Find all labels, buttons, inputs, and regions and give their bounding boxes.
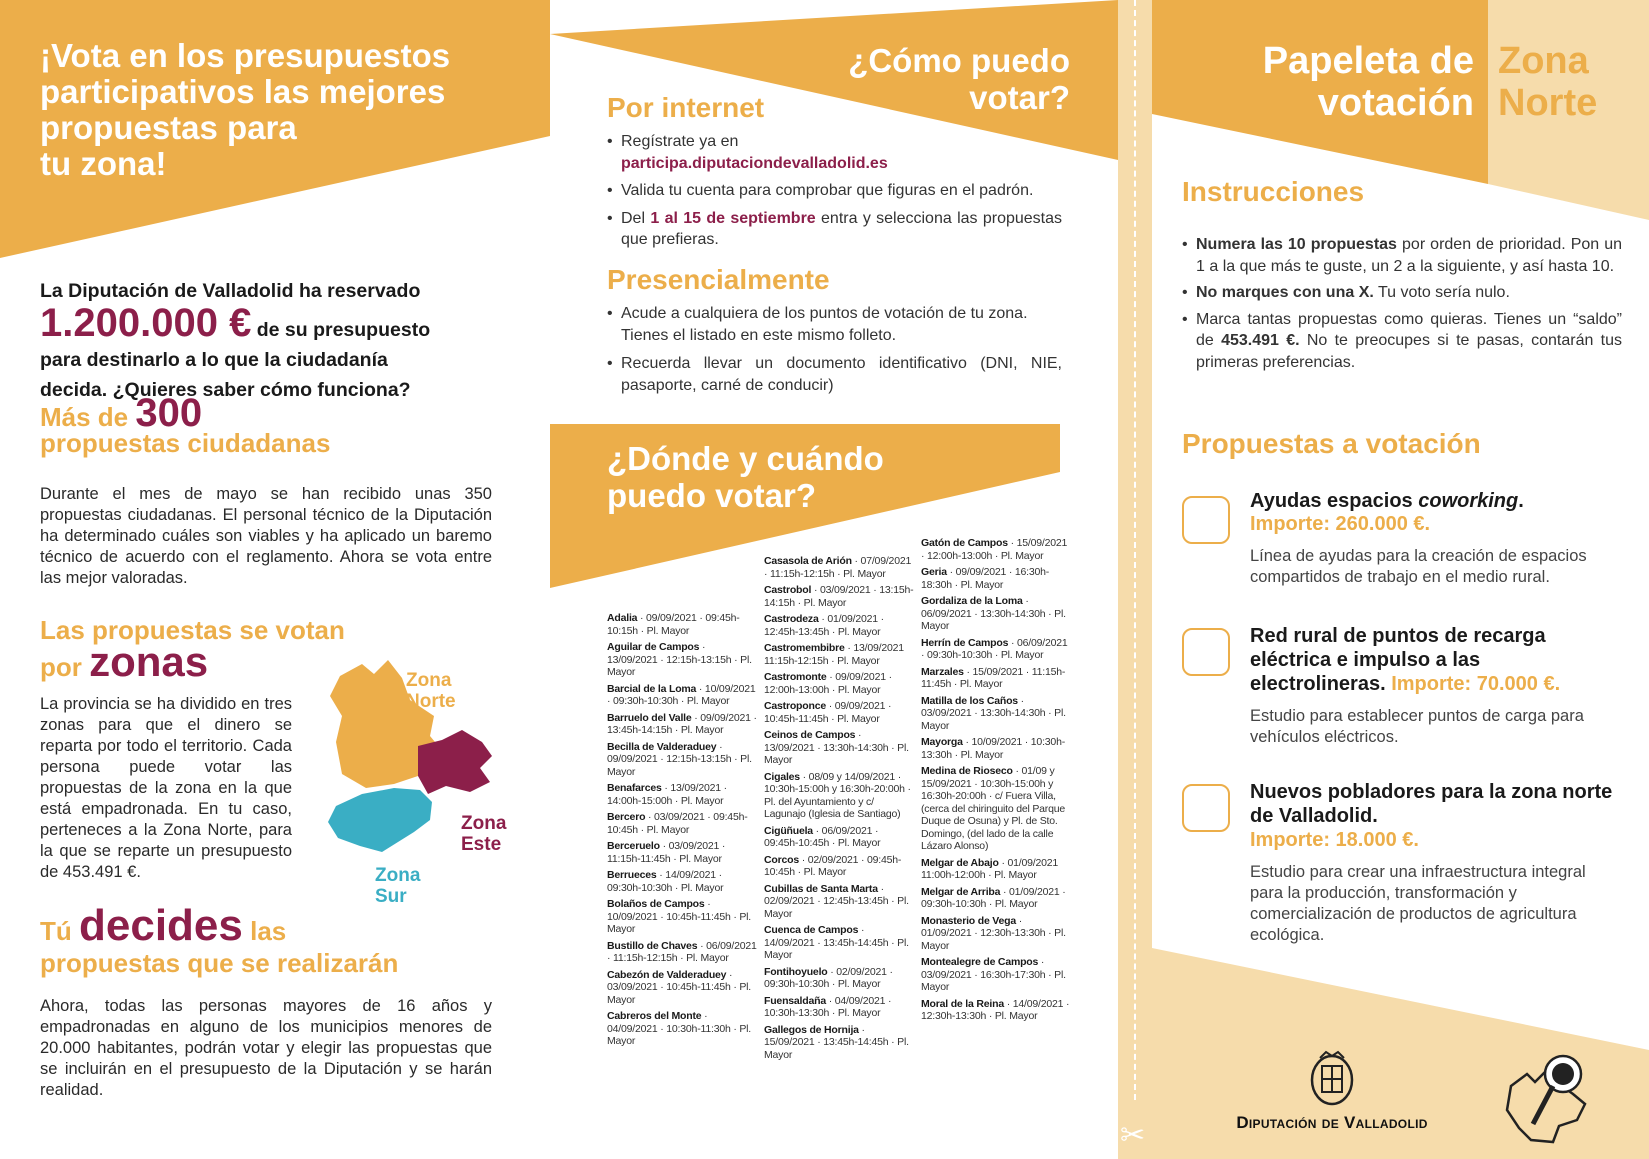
town-name: Cabreros del Monte bbox=[607, 1010, 702, 1022]
town-details: · 13/09/2021 · 12:15h-13:15h · Pl. Mayor bbox=[607, 641, 752, 678]
polling-place bbox=[764, 613, 914, 638]
polling-place bbox=[921, 857, 1071, 882]
town-details: · 01/09 y 15/09/2021 · 10:30h-15:00h y 16:30h-20:00h · c/ Fuera Villa, (cerca del chiringuito del Parque Duque de Osuna) y Pl. de Sto. Domingo, (del lado de la calle Lázaro Alonso) bbox=[921, 765, 1065, 852]
town-name: Cigales bbox=[764, 770, 800, 783]
proposals-title: Propuestas a votación bbox=[1182, 428, 1481, 459]
more-number: 300 bbox=[135, 391, 203, 435]
town-details: · 06/09/2021 · 09:45h-10:45h · Pl. Mayor bbox=[764, 824, 881, 849]
town-details: · 13/09/2021 · 13:30h-14:30h · Pl. Mayor bbox=[764, 729, 909, 766]
polling-place bbox=[764, 995, 914, 1020]
town-name: Berceruelo bbox=[607, 840, 660, 852]
town-name: Melgar de Abajo bbox=[921, 856, 999, 869]
towns-column-3 bbox=[921, 537, 1071, 1027]
presencial-bullet-1: • Acude a cualquiera de los puntos de votación de tu zona. Tienes el listado en este mismo folleto. bbox=[607, 303, 1062, 346]
town-name: Castrobol bbox=[764, 584, 812, 596]
town-details: · 13/09/2021 11:15h-12:15h · Pl. Mayor bbox=[764, 642, 904, 667]
towns-column-1 bbox=[607, 612, 757, 1052]
town-name: Castrodeza bbox=[764, 613, 819, 625]
town-name: Mayorga bbox=[921, 736, 963, 748]
town-details: · 03/09/2021 · 16:30h-17:30h · Pl. Mayor bbox=[921, 956, 1066, 993]
town-details: · 10/09/2021 · 10:30h-13:30h · Pl. Mayor bbox=[921, 736, 1066, 761]
polling-place bbox=[607, 641, 757, 679]
polling-place bbox=[607, 782, 757, 807]
internet-bullet-2: • Valida tu cuenta para comprobar que figuras en el padrón. bbox=[607, 180, 1062, 202]
town-details: · 01/09/2021 · 12:30h-13:30h · Pl. Mayor bbox=[921, 914, 1066, 952]
town-name: Castromonte bbox=[764, 671, 827, 683]
polling-place bbox=[764, 825, 914, 850]
town-name: Fontihoyuelo bbox=[764, 965, 828, 978]
polling-place bbox=[607, 969, 757, 1007]
polling-place bbox=[607, 612, 757, 637]
town-details: · 01/09/2021 · 12:45h-13:45h · Pl. Mayor bbox=[764, 613, 884, 638]
town-details: · 06/09/2021 · 13:30h-14:30h · Pl. Mayor bbox=[921, 595, 1066, 632]
presencial-title: Presencialmente bbox=[607, 264, 830, 295]
polling-place bbox=[607, 940, 757, 965]
town-details: · 14/09/2021 · 09:30h-10:30h · Pl. Mayor bbox=[607, 869, 724, 894]
proposal-1-rank-box[interactable] bbox=[1182, 496, 1230, 544]
polling-place bbox=[921, 765, 1071, 853]
polling-place bbox=[764, 584, 914, 609]
proposal-2-rank-box[interactable] bbox=[1182, 628, 1230, 676]
proposal-3: Nuevos pobladores para la zona norte de Valladolid. Importe: 18.000 €. Estudio para crear una infraestructura integral para la producción, transformación y comercialización de productos de agricultura ecológica. bbox=[1250, 781, 1613, 944]
town-name: Barruelo del Valle bbox=[607, 711, 692, 724]
town-name: Aguilar de Campos bbox=[607, 641, 700, 653]
town-details: · 06/09/2021 · 11:15h-12:15h · Pl. Mayor bbox=[607, 939, 757, 964]
zones-title: Las propuestas se votan por zonas bbox=[40, 615, 345, 685]
polling-place bbox=[921, 695, 1071, 733]
town-details: · 02/09/2021 · 09:30h-10:30h · Pl. Mayor bbox=[764, 965, 893, 990]
instructions-title: Instrucciones bbox=[1182, 176, 1365, 207]
instruction-2: • No marques con una X. Tu voto sería nulo. bbox=[1182, 282, 1622, 304]
vote-province-icon bbox=[1497, 1046, 1597, 1146]
polling-place bbox=[607, 811, 757, 836]
town-name: Melgar de Arriba bbox=[921, 885, 1001, 898]
town-name: Gatón de Campos bbox=[921, 537, 1008, 549]
polling-place bbox=[607, 840, 757, 865]
zone-sur-shape bbox=[328, 788, 432, 852]
presencial-list bbox=[607, 303, 1062, 396]
decide-text: Ahora, todas las personas mayores de 16 años y empadronadas en alguno de los municipios menores de 20.000 habitantes, podrán votar y elegir las propuestas que se incluirán en el presupuesto de la Diputación y se harán realidad. bbox=[40, 997, 492, 1099]
map-label-este: Zona Este bbox=[461, 813, 507, 855]
polling-place bbox=[764, 771, 914, 821]
scissors-icon: ✂ bbox=[1120, 1119, 1146, 1152]
town-name: Bustillo de Chaves bbox=[607, 939, 698, 952]
town-name: Matilla de los Caños bbox=[921, 694, 1018, 707]
polling-place bbox=[921, 956, 1071, 994]
polling-place bbox=[921, 537, 1071, 562]
logo-text: Diputación de Valladolid bbox=[1236, 1113, 1428, 1132]
polling-place bbox=[764, 729, 914, 767]
panel-intro bbox=[0, 0, 550, 1159]
polling-place bbox=[764, 671, 914, 696]
town-details: · 13/09/2021 · 14:00h-15:00h · Pl. Mayor bbox=[607, 782, 727, 807]
polling-place bbox=[921, 915, 1071, 953]
ballot-title: Papeleta de votación bbox=[1262, 40, 1474, 124]
town-name: Montealegre de Campos bbox=[921, 956, 1039, 968]
town-name: Monasterio de Vega bbox=[921, 914, 1017, 927]
town-details: · 04/09/2021 · 10:30h-11:30h · Pl. Mayor bbox=[607, 1010, 752, 1047]
town-name: Fuensaldaña bbox=[764, 994, 826, 1007]
participa-link[interactable]: participa.diputaciondevalladolid.es bbox=[621, 154, 888, 172]
town-details: · 15/09/2021 · 11:15h-11:45h · Pl. Mayor bbox=[921, 665, 1066, 690]
polling-place bbox=[607, 712, 757, 737]
polling-place bbox=[921, 998, 1071, 1023]
map-label-norte: Zona Norte bbox=[406, 670, 456, 712]
town-name: Corcos bbox=[764, 853, 799, 866]
polling-place bbox=[607, 898, 757, 936]
town-name: Bolaños de Campos bbox=[607, 898, 705, 910]
how-title: ¿Cómo puedo votar? bbox=[848, 42, 1070, 116]
polling-place bbox=[764, 555, 914, 580]
proposal-2: Red rural de puntos de recarga eléctrica e impulso a las electrolineras. Importe: 70.000 €. Estudio para establecer puntos de carga para vehículos eléctricos. bbox=[1250, 625, 1584, 746]
town-details: · 09/09/2021 · 13:45h-14:15h · Pl. Mayor bbox=[607, 711, 757, 736]
town-name: Cigüñuela bbox=[764, 824, 813, 837]
polling-place bbox=[607, 1010, 757, 1048]
polling-place bbox=[764, 642, 914, 667]
town-details: · 03/09/2021 · 13:15h-14:15h · Pl. Mayor bbox=[764, 584, 914, 609]
town-details: · 15/09/2021 · 12:00h-13:00h · Pl. Mayor bbox=[921, 537, 1068, 562]
internet-title: Por internet bbox=[607, 92, 765, 123]
more-text: Durante el mes de mayo se han recibido unas 350 propuestas ciudadanas. El personal técnico de la Diputación ha determinado cuáles son viables y ha aplicado un baremo técnico de acuerdo con el reglamento. Ahora se vota entre las mejor valoradas. bbox=[40, 485, 492, 587]
town-details: · 09/09/2021 · 10:45h-11:45h · Pl. Mayor bbox=[764, 700, 892, 725]
panel-ballot bbox=[1152, 0, 1649, 1159]
town-details: · 14/09/2021 · 13:45h-14:45h · Pl. Mayor bbox=[764, 924, 909, 961]
town-details: · 03/09/2021 · 13:30h-14:30h · Pl. Mayor bbox=[921, 694, 1066, 732]
internet-list bbox=[607, 131, 1062, 251]
coat-of-arms-icon bbox=[1304, 1050, 1360, 1108]
map-label-sur: Zona Sur bbox=[375, 865, 421, 907]
proposal-1: Ayudas espacios coworking. Importe: 260.000 €. Línea de ayudas para la creación de espacios compartidos de trabajo en el medio rural. bbox=[1250, 490, 1587, 586]
town-name: Marzales bbox=[921, 665, 964, 678]
town-name: Castromembibre bbox=[764, 642, 845, 654]
polling-place bbox=[607, 741, 757, 779]
town-details: · 10/09/2021 · 09:30h-10:30h · Pl. Mayor bbox=[607, 682, 756, 707]
polling-place bbox=[607, 869, 757, 894]
town-details: · 15/09/2021 · 13:45h-14:45h · Pl. Mayor bbox=[764, 1023, 909, 1061]
headline: ¡Vota en los presupuestos participativos las mejores propuestas para tu zona! bbox=[40, 37, 451, 182]
internet-bullet-3: • Del 1 al 15 de septiembre entra y selecciona las propuestas que prefieras. bbox=[607, 208, 1062, 251]
town-name: Barcial de la Loma bbox=[607, 682, 697, 695]
polling-place bbox=[607, 683, 757, 708]
polling-place bbox=[921, 637, 1071, 662]
town-name: Gordaliza de la Loma bbox=[921, 595, 1023, 607]
town-name: Geria bbox=[921, 566, 947, 578]
town-details: · 08/09 y 14/09/2021 · 10:30h-15:00h y 16:30h-20:00h · Pl. del Ayuntamiento y c/ Lagunajo (Iglesia de Santiago) bbox=[764, 770, 911, 820]
internet-bullet-1: • Regístrate ya en participa.diputaciondevalladolid.es bbox=[607, 131, 1062, 174]
town-details: · 09/09/2021 · 12:15h-13:15h · Pl. Mayor bbox=[607, 740, 752, 778]
more-title: Más de 300 propuestas ciudadanas bbox=[40, 391, 331, 458]
town-name: Cuenca de Campos bbox=[764, 924, 859, 936]
budget-amount: 1.200.000 € bbox=[40, 301, 252, 345]
town-details: · 03/09/2021 · 10:45h-11:45h · Pl. Mayor bbox=[607, 968, 752, 1006]
town-details: · 09/09/2021 · 09:45h-10:15h · Pl. Mayor bbox=[607, 612, 740, 637]
polling-place bbox=[764, 854, 914, 879]
town-details: · 02/09/2021 · 12:45h-13:45h · Pl. Mayor bbox=[764, 882, 909, 920]
town-name: Berrueces bbox=[607, 869, 657, 881]
town-details: · 03/09/2021 · 11:15h-11:45h · Pl. Mayor bbox=[607, 840, 726, 865]
town-name: Becilla de Valderaduey bbox=[607, 740, 717, 753]
instructions-list bbox=[1182, 234, 1622, 373]
decide-title: Tú decides las propuestas que se realizarán bbox=[40, 901, 399, 978]
town-details: · 06/09/2021 · 09:30h-10:30h · Pl. Mayor bbox=[921, 636, 1068, 661]
town-details: · 09/09/2021 · 12:00h-13:00h · Pl. Mayor bbox=[764, 671, 892, 696]
town-name: Gallegos de Hornija bbox=[764, 1023, 859, 1036]
intro-text: La Diputación de Valladolid ha reservado 1.200.000 € de su presupuesto para destinarlo a lo que la ciudadanía decida. ¿Quieres saber cómo funciona? bbox=[40, 280, 431, 401]
town-name: Benafarces bbox=[607, 782, 662, 794]
panel-how-to-vote bbox=[550, 0, 1118, 1159]
towns-column-2 bbox=[764, 555, 914, 1065]
town-details: · 10/09/2021 · 10:45h-11:45h · Pl. Mayor bbox=[607, 898, 752, 935]
town-name: Bercero bbox=[607, 811, 646, 823]
town-name: Ceinos de Campos bbox=[764, 729, 856, 741]
town-details: · 07/09/2021 · 11:15h-12:15h · Pl. Mayor bbox=[764, 555, 912, 580]
presencial-bullet-2: • Recuerda llevar un documento identificativo (DNI, NIE, pasaporte, carné de conducir) bbox=[607, 353, 1062, 396]
polling-place bbox=[921, 736, 1071, 761]
instruction-3: • Marca tantas propuestas como quieras. Tienes un “saldo” de 453.491 €. No te preocupes si te pasas, contarán tus primeras preferencias. bbox=[1182, 309, 1622, 374]
town-name: Herrín de Campos bbox=[921, 636, 1009, 649]
polling-place bbox=[921, 595, 1071, 633]
polling-place bbox=[764, 966, 914, 991]
town-details: · 01/09/2021 · 09:30h-10:30h · Pl. Mayor bbox=[921, 885, 1066, 910]
town-name: Casasola de Arión bbox=[764, 555, 852, 567]
instruction-1: • Numera las 10 propuestas por orden de prioridad. Pon un 1 a la que más te guste, un 2 a la siguiente, y así hasta 10. bbox=[1182, 234, 1622, 277]
diputacion-logo bbox=[1212, 1050, 1452, 1133]
zone-title: Zona Norte bbox=[1498, 40, 1598, 124]
town-details: · 01/09/2021 11:00h-12:00h · Pl. Mayor bbox=[921, 856, 1059, 881]
zones-text: La provincia se ha dividido en tres zonas para que el dinero se reparta por todo el territorio. Cada persona puede votar las propuestas de la zona en la que está empadronada. En tu caso, perteneces a la Zona Norte, para la que se reparte un presupuesto de 453.491 €. bbox=[40, 695, 292, 881]
town-name: Moral de la Reina bbox=[921, 997, 1004, 1010]
where-title: ¿Dónde y cuándo puedo votar? bbox=[607, 440, 884, 514]
town-name: Adalia bbox=[607, 612, 638, 624]
town-details: · 03/09/2021 · 09:45h-10:45h · Pl. Mayor bbox=[607, 811, 748, 836]
town-name: Castroponce bbox=[764, 700, 826, 712]
town-details: · 04/09/2021 · 10:30h-13:30h · Pl. Mayor bbox=[764, 994, 892, 1019]
town-details: · 02/09/2021 · 09:45h-10:45h · Pl. Mayor bbox=[764, 853, 902, 878]
polling-place bbox=[921, 566, 1071, 591]
polling-place bbox=[921, 886, 1071, 911]
polling-place bbox=[764, 883, 914, 921]
town-name: Cubillas de Santa Marta bbox=[764, 882, 878, 895]
cut-line bbox=[1118, 0, 1152, 1159]
polling-place bbox=[764, 1024, 914, 1062]
town-name: Cabezón de Valderaduey bbox=[607, 968, 727, 981]
polling-place bbox=[764, 700, 914, 725]
town-name: Medina de Rioseco bbox=[921, 765, 1013, 777]
polling-place bbox=[921, 666, 1071, 691]
polling-place bbox=[764, 924, 914, 962]
town-details: · 14/09/2021 · 12:30h-13:30h · Pl. Mayor bbox=[921, 997, 1070, 1022]
proposal-3-rank-box[interactable] bbox=[1182, 784, 1230, 832]
town-details: · 09/09/2021 · 16:30h-18:30h · Pl. Mayor bbox=[921, 566, 1050, 591]
